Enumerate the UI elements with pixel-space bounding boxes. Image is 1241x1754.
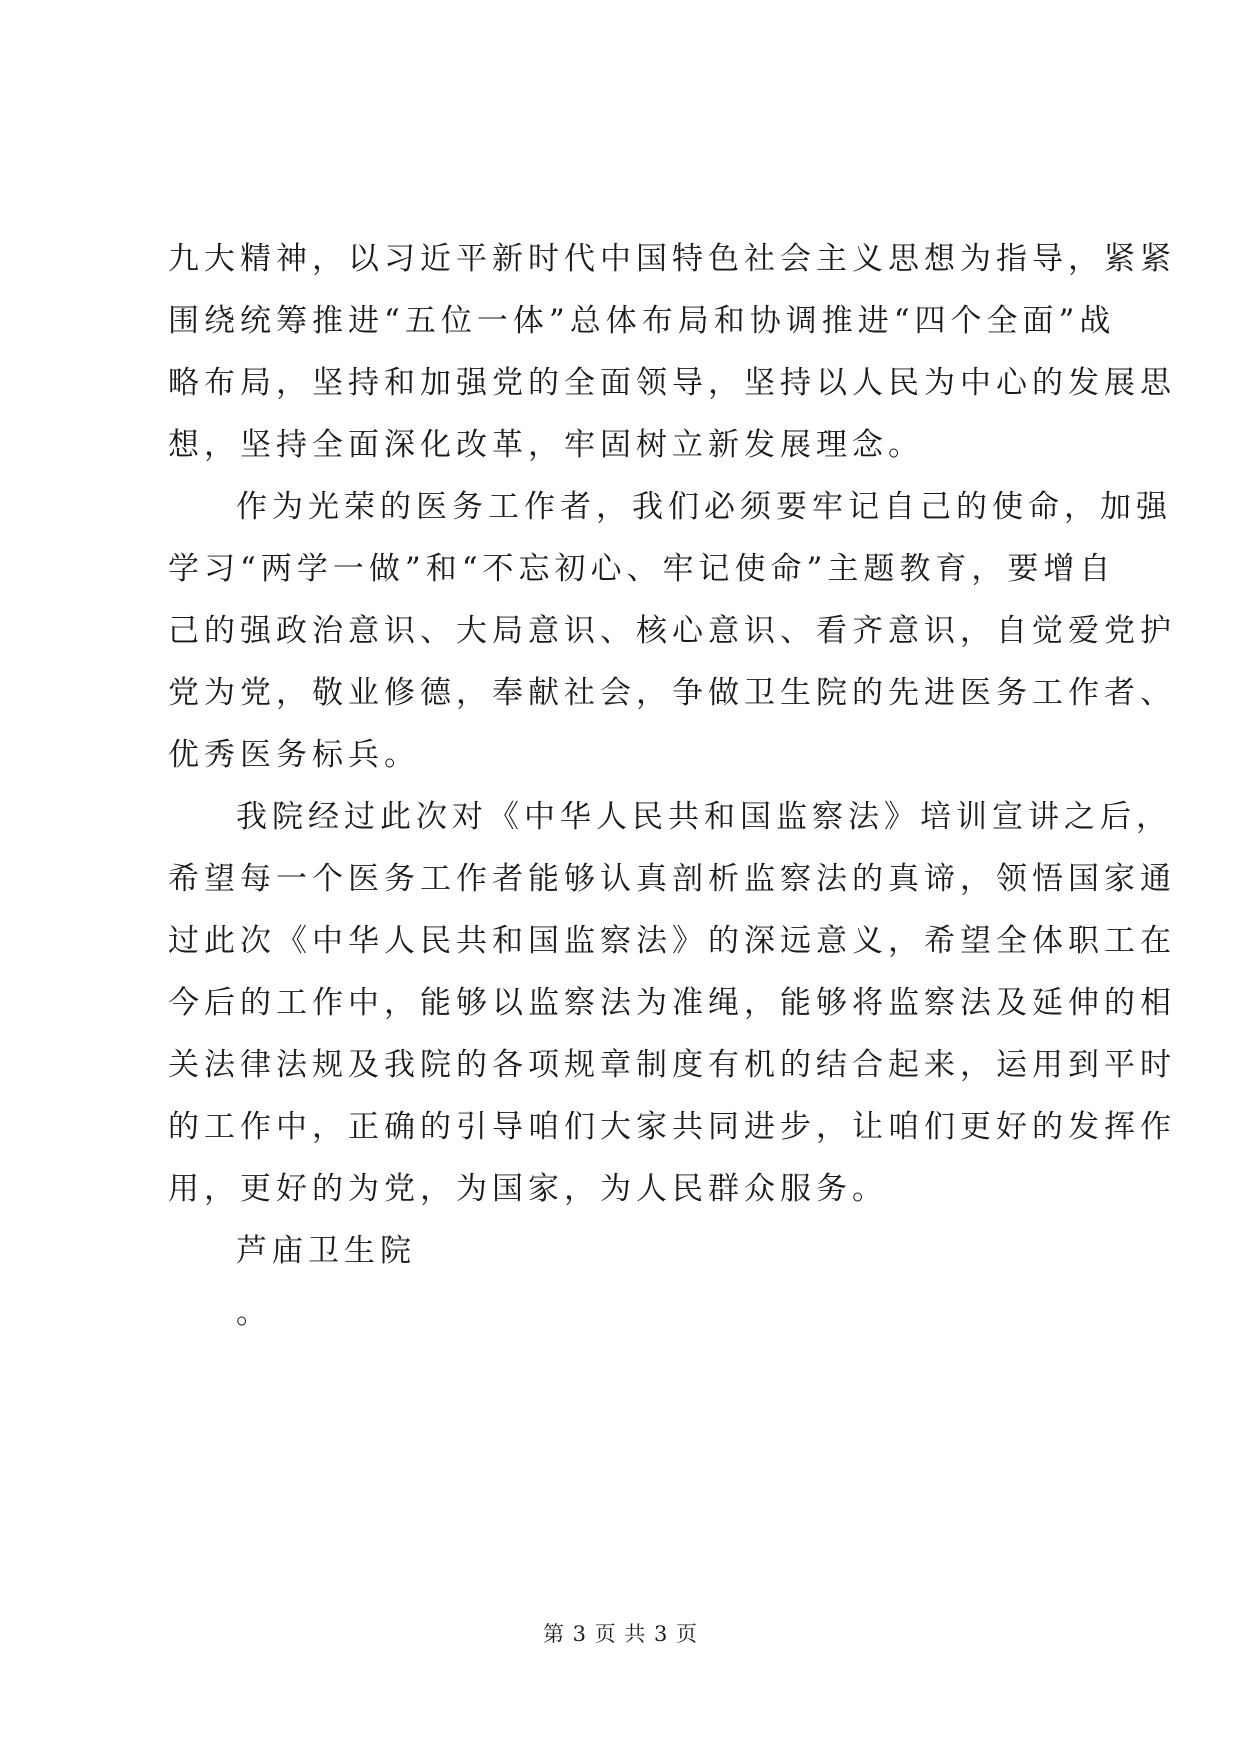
paragraph-2-line-4: 党为党，敬业修德，奉献社会，争做卫生院的先进医务工作者、 [168, 675, 1176, 711]
paragraph-2-line-1: 作为光荣的医务工作者，我们必须要牢记自己的使命，加强 [236, 489, 1172, 525]
signature-organization: 芦庙卫生院 [236, 1233, 416, 1269]
paragraph-2-line-2: 学习“两学一做”和“不忘初心、牢记使命”主题教育，要增自 [168, 551, 1116, 587]
paragraph-1-line-1: 九大精神，以习近平新时代中国特色社会主义思想为指导，紧紧 [168, 241, 1176, 277]
page-footer [0, 1618, 1241, 1648]
paragraph-3-line-3: 过此次《中华人民共和国监察法》的深远意义，希望全体职工在 [168, 923, 1176, 959]
page-number-label: 第 3 页 共 3 页 [542, 1622, 699, 1646]
paragraph-1-line-4: 想，坚持全面深化改革，牢固树立新发展理念。 [168, 427, 924, 463]
paragraph-1-line-3: 略布局，坚持和加强党的全面领导，坚持以人民为中心的发展思 [168, 365, 1176, 401]
paragraph-3-line-1: 我院经过此次对《中华人民共和国监察法》培训宣讲之后， [236, 799, 1172, 835]
document-body [168, 228, 1176, 1344]
paragraph-2-line-5: 优秀医务标兵。 [168, 737, 420, 773]
paragraph-2-line-3: 己的强政治意识、大局意识、核心意识、看齐意识，自觉爱党护 [168, 613, 1176, 649]
paragraph-3-line-5: 关法律法规及我院的各项规章制度有机的结合起来，运用到平时 [168, 1047, 1176, 1083]
paragraph-3-line-6: 的工作中，正确的引导咱们大家共同进步，让咱们更好的发挥作 [168, 1109, 1176, 1145]
paragraph-1-line-2: 围绕统筹推进“五位一体”总体布局和协调推进“四个全面”战 [168, 303, 1116, 339]
paragraph-3-line-4: 今后的工作中，能够以监察法为准绳，能够将监察法及延伸的相 [168, 985, 1176, 1021]
paragraph-3-line-7: 用，更好的为党，为国家，为人民群众服务。 [168, 1171, 888, 1207]
paragraph-3-line-2: 希望每一个医务工作者能够认真剖析监察法的真谛，领悟国家通 [168, 861, 1176, 897]
trailing-period: 。 [236, 1295, 272, 1331]
